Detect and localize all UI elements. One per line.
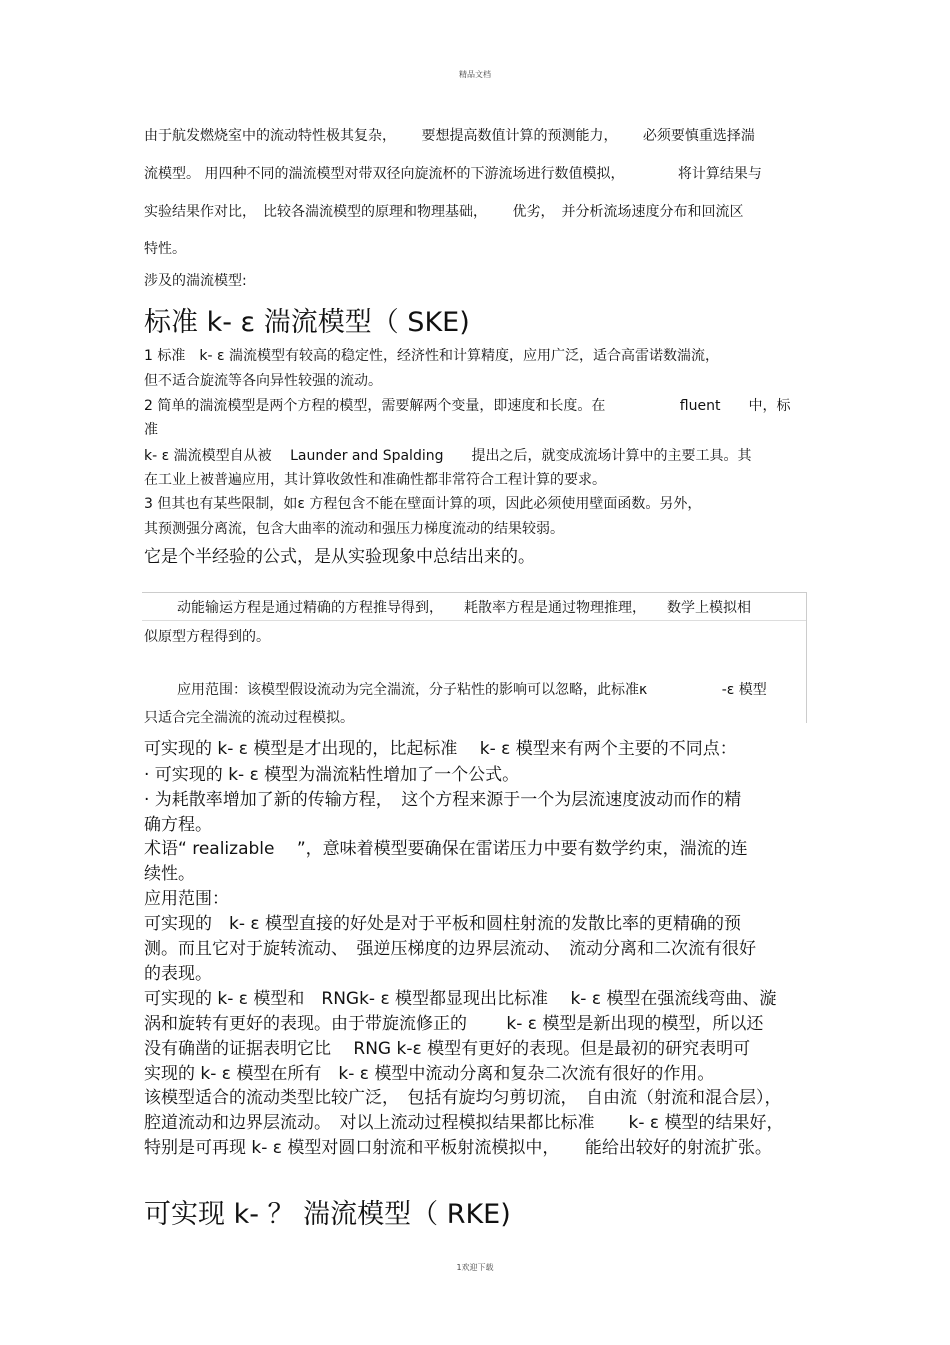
intro-line-2: 流模型。 用四种不同的湍流模型对带双径向旋流杯的下游流场进行数值模拟， 将计算结果与 bbox=[144, 166, 762, 182]
realizable-line: · 可实现的 k- ε 模型为湍流粘性增加了一个公式。 bbox=[144, 765, 520, 785]
realizable-line: 测。而且它对于旋转流动、 强逆压梯度的边界层流动、 流动分离和二次流有很好 bbox=[144, 939, 756, 959]
realizable-line: 该模型适合的流动类型比较广泛， 包括有旋均匀剪切流， 自由流（射流和混合层）， bbox=[144, 1088, 782, 1108]
realizable-line: 没有确凿的证据表明它比 RNG k-ε 模型有更好的表现。但是最初的研究表明可 bbox=[144, 1039, 751, 1059]
ske-point-line: k- ε 湍流模型自从被 Launder and Spalding 提出之后，就变成流场计算中的主要工具。其 bbox=[144, 448, 752, 464]
ske-point-line: 其预测强分离流，包含大曲率的流动和强压力梯度流动的结果较弱。 bbox=[144, 521, 564, 537]
ske-point-line: 但不适合旋流等各向异性较强的流动。 bbox=[144, 373, 382, 389]
intro-line-3: 实验结果作对比， 比较各湍流模型的原理和物理基础， 优劣， 并分析流场速度分布和回流区 bbox=[144, 204, 744, 220]
section-heading-rke: 可实现 k- ？ 湍流模型（ RKE) bbox=[144, 1199, 511, 1230]
ske-point-line: 3 但其也有某些限制，如ε 方程包含不能在壁面计算的项，因此必须使用壁面函数。另外， bbox=[144, 496, 702, 512]
realizable-line: 续性。 bbox=[144, 864, 195, 884]
note-box-line: 应用范围：该模型假设流动为完全湍流，分子粘性的影响可以忽略，此标准κ -ε 模型 bbox=[177, 682, 767, 698]
page-footer: 1欢迎下载 bbox=[456, 1263, 494, 1272]
intro-line-4: 特性。 bbox=[144, 241, 186, 257]
realizable-line: 涡和旋转有更好的表现。由于带旋流修正的 k- ε 模型是新出现的模型，所以还 bbox=[144, 1014, 764, 1034]
ske-point-line: 准 bbox=[144, 422, 158, 438]
intro-line-1: 由于航发燃烧室中的流动特性极其复杂， 要想提高数值计算的预测能力， 必须要慎重选择湍 bbox=[144, 128, 755, 144]
intro-models-label: 涉及的湍流模型: bbox=[144, 273, 247, 289]
realizable-line: 可实现的 k- ε 模型是才出现的，比起标准 k- ε 模型来有两个主要的不同点： bbox=[144, 739, 737, 759]
realizable-line: 特别是可再现 k- ε 模型对圆口射流和平板射流模拟中， 能给出较好的射流扩张。 bbox=[144, 1138, 772, 1158]
semi-empirical-note: 它是个半经验的公式，是从实验现象中总结出来的。 bbox=[144, 547, 535, 567]
note-box-line: 只适合完全湍流的流动过程模拟。 bbox=[144, 710, 354, 726]
ske-point-line: 在工业上被普遍应用，其计算收敛性和准确性都非常符合工程计算的要求。 bbox=[144, 472, 606, 488]
section-heading-ske: 标准 k- ε 湍流模型（ SKE) bbox=[144, 307, 470, 338]
ske-point-line: 2 简单的湍流模型是两个方程的模型，需要解两个变量，即速度和长度。在 fluent 中，标 bbox=[144, 398, 791, 414]
realizable-line: 确方程。 bbox=[144, 815, 212, 835]
note-box-divider bbox=[142, 620, 806, 621]
realizable-line: · 为耗散率增加了新的传输方程， 这个方程来源于一个为层流速度波动而作的精 bbox=[144, 790, 742, 810]
realizable-line: 腔道流动和边界层流动。 对以上流动过程模拟结果都比标准 k- ε 模型的结果好， bbox=[144, 1113, 784, 1133]
note-box-line: 动能输运方程是通过精确的方程推导得到， 耗散率方程是通过物理推理， 数学上模拟相 bbox=[177, 600, 751, 616]
realizable-line: 应用范围： bbox=[144, 889, 229, 909]
realizable-line: 术语“ realizable ”，意味着模型要确保在雷诺压力中要有数学约束，湍流的连 bbox=[144, 839, 748, 859]
ske-point-line: 1 标准 k- ε 湍流模型有较高的稳定性，经济性和计算精度，应用广泛，适合高雷诺数湍流， bbox=[144, 348, 719, 364]
realizable-line: 可实现的 k- ε 模型和 RNGk- ε 模型都显现出比标准 k- ε 模型在强流线弯曲、漩 bbox=[144, 989, 777, 1009]
page-header: 精品文档 bbox=[459, 70, 491, 79]
realizable-line: 实现的 k- ε 模型在所有 k- ε 模型中流动分离和复杂二次流有很好的作用。 bbox=[144, 1064, 715, 1084]
realizable-line: 的表现。 bbox=[144, 964, 212, 984]
note-box-line: 似原型方程得到的。 bbox=[144, 629, 270, 645]
realizable-line: 可实现的 k- ε 模型直接的好处是对于平板和圆柱射流的发散比率的更精确的预 bbox=[144, 914, 741, 934]
